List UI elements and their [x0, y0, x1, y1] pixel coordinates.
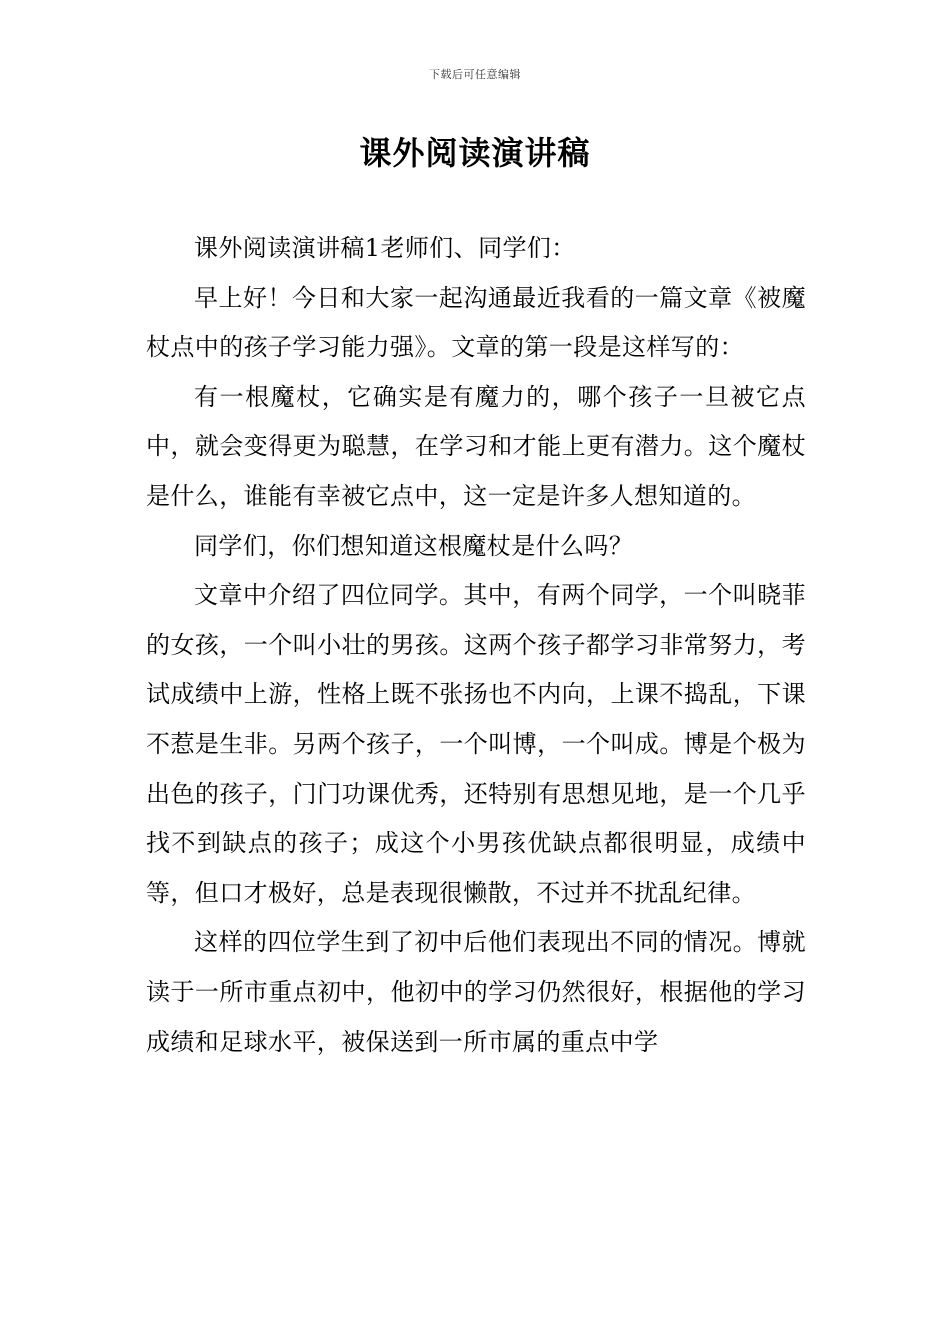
paragraph-5: 文章中介绍了四位同学。其中，有两个同学，一个叫晓菲的女孩，一个叫小壮的男孩。这两个孩子都学习非常努力，考试成绩中上游，性格上既不张扬也不内向，上课不捣乱，下课不惹是生非。另两个孩子，一个叫博，一个叫成。博是个极为出色的孩子，门门功课优秀，还特别有思想见地，是一个几乎找不到缺点的孩子；成这个小男孩优缺点都很明显，成绩中等，但口才极好，总是表现很懒散，不过并不扰乱纪律。	[146, 581, 806, 907]
paragraph-2: 早上好！今日和大家一起沟通最近我看的一篇文章《被魔杖点中的孩子学习能力强》。文章的第一段是这样写的：	[146, 283, 806, 362]
paragraph-4: 同学们，你们想知道这根魔杖是什么吗？	[194, 531, 634, 560]
paragraph-3: 有一根魔杖，它确实是有魔力的，哪个孩子一旦被它点中，就会变得更为聪慧，在学习和才能上更有潜力。这个魔杖是什么，谁能有幸被它点中，这一定是许多人想知道的。	[146, 382, 806, 510]
paragraph-6: 这样的四位学生到了初中后他们表现出不同的情况。博就读于一所市重点初中，他初中的学习仍然很好，根据他的学习成绩和足球水平，被保送到一所市属的重点中学	[146, 928, 806, 1056]
document-body	[146, 224, 806, 1067]
header-note: 下载后可任意编辑	[429, 68, 521, 81]
document-title: 课外阅读演讲稿	[359, 134, 591, 172]
paragraph-1: 课外阅读演讲稿1老师们、同学们：	[194, 234, 576, 262]
